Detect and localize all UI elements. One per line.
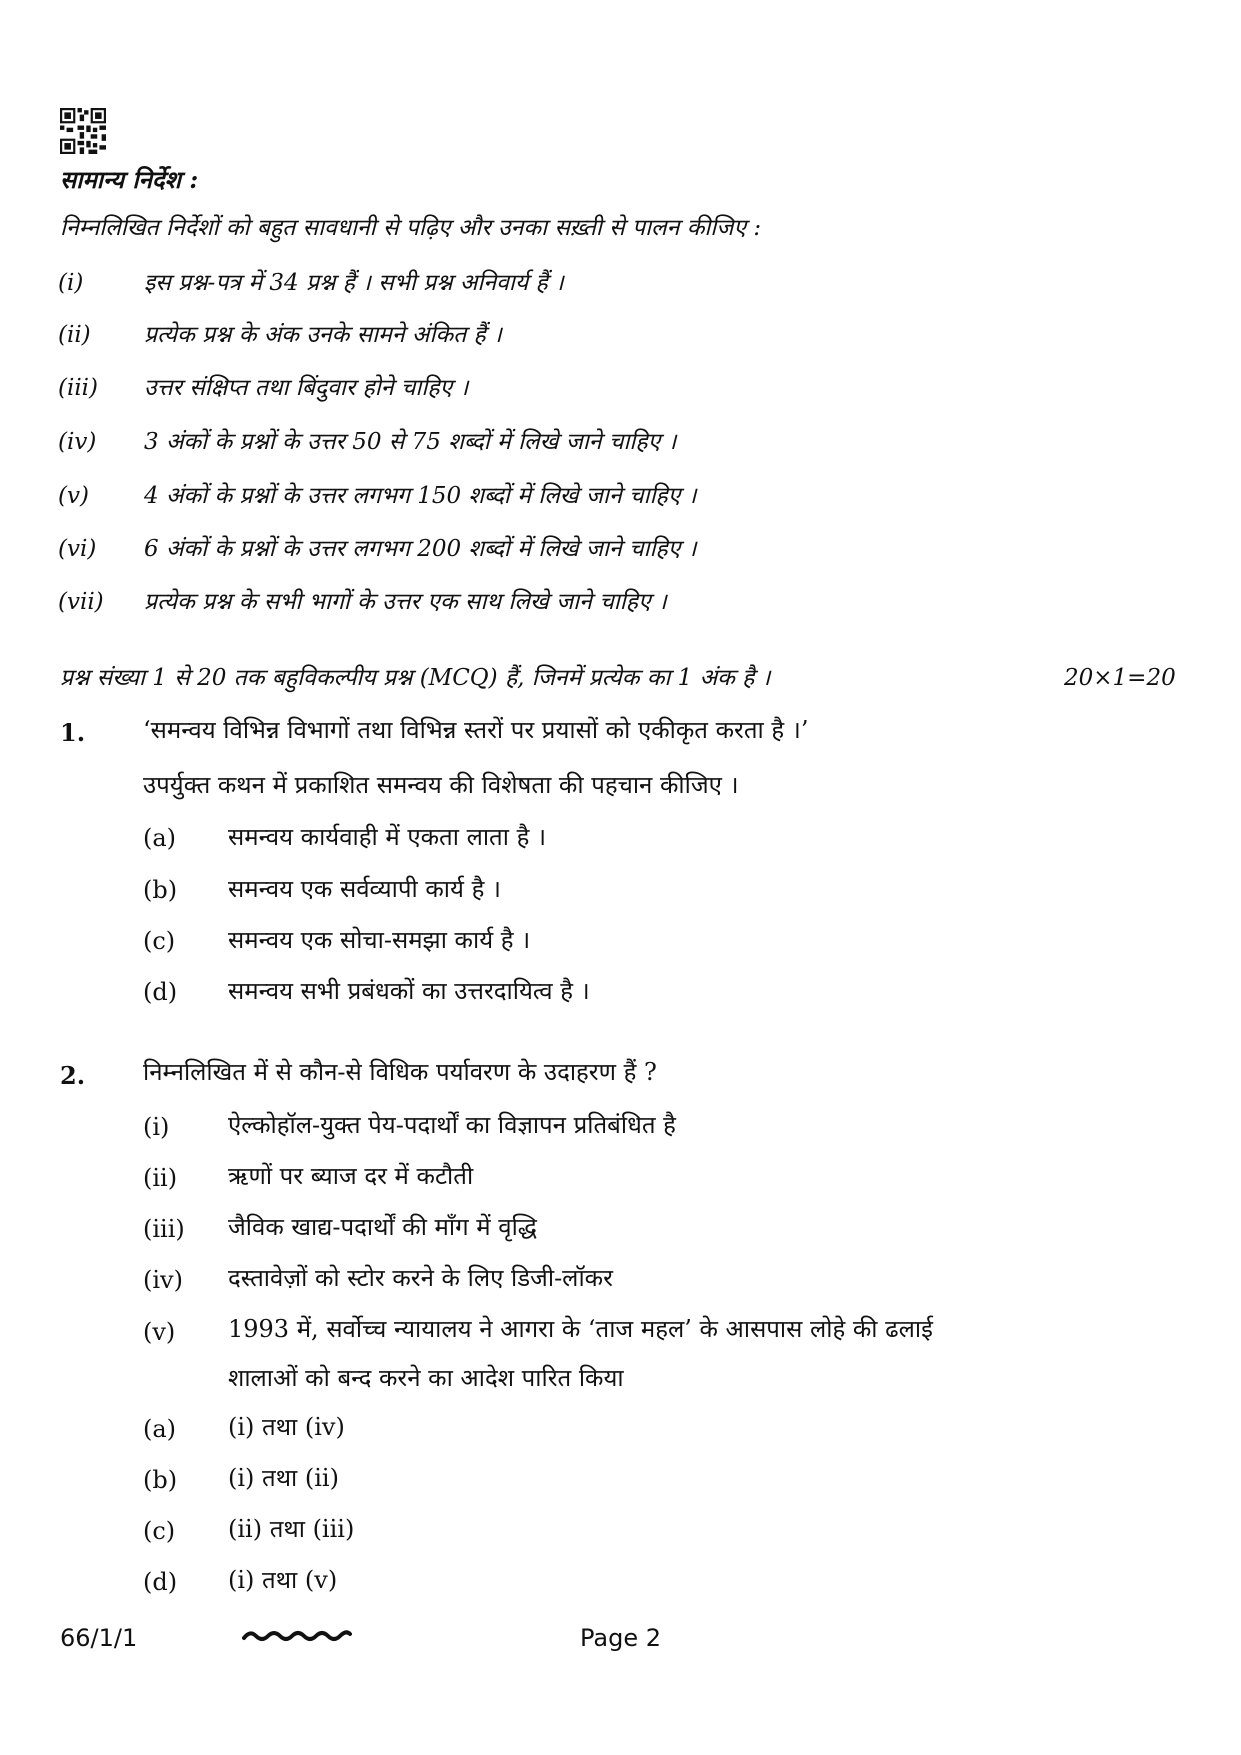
option-text: (i) तथा (iv) [228,1413,345,1441]
instruction-text: उत्तर संक्षिप्त तथा बिंदुवार होने चाहिए । [144,375,469,401]
statement-text: ऋणों पर ब्याज दर में कटौती [228,1162,474,1190]
question-number: 1. [60,718,86,747]
instruction-text: 3 अंकों के प्रश्नों के उत्तर 50 से 75 शब्दों में लिखे जाने चाहिए । [144,429,677,455]
option-text: समन्वय कार्यवाही में एकता लाता है । [228,823,547,851]
section-marks: 20×1=20 [1064,665,1176,691]
statement-label: (iv) [143,1266,183,1294]
question-number: 2. [60,1061,86,1090]
instruction-number: (v) [58,483,89,509]
question-text: निम्नलिखित में से कौन-से विधिक पर्यावरण के उदाहरण हैं ? [143,1058,657,1086]
option-label: (d) [143,1568,178,1596]
statement-text: दस्तावेज़ों को स्टोर करने के लिए डिजी-लॉकर [228,1264,613,1292]
option-label: (a) [143,1415,177,1443]
wave-ornament-icon [242,1622,352,1650]
qr-code [60,108,106,154]
statement-text-continued: शालाओं को बन्द करने का आदेश पारित किया [228,1364,624,1392]
instructions-intro: निम्नलिखित निर्देशों को बहुत सावधानी से पढ़िए और उनका सख़्ती से पालन कीजिए : [60,215,762,241]
option-label: (b) [143,876,178,904]
instruction-number: (ii) [58,322,91,348]
instruction-text: प्रत्येक प्रश्न के सभी भागों के उत्तर एक साथ लिखे जाने चाहिए । [144,589,667,615]
statement-label: (iii) [143,1215,185,1243]
instructions-title: सामान्य निर्देश : [60,165,199,194]
option-label: (a) [143,824,177,852]
option-text: समन्वय एक सोचा-समझा कार्य है । [228,926,531,954]
instruction-number: (iv) [58,429,97,455]
statement-label: (ii) [143,1164,178,1192]
option-text: समन्वय सभी प्रबंधकों का उत्तरदायित्व है । [228,977,590,1005]
instruction-text: इस प्रश्न-पत्र में 34 प्रश्न हैं । सभी प्रश्न अनिवार्य हैं । [144,270,564,296]
option-label: (b) [143,1466,178,1494]
paper-code: 66/1/1 [60,1624,138,1652]
option-label: (c) [143,1517,176,1545]
question-text: ‘समन्वय विभिन्न विभागों तथा विभिन्न स्तरों पर प्रयासों को एकीकृत करता है ।’ [143,716,809,744]
instruction-number: (vi) [58,536,97,562]
page-number: Page 2 [580,1624,661,1652]
instruction-text: प्रत्येक प्रश्न के अंक उनके सामने अंकित हैं । [144,322,502,348]
statement-text: जैविक खाद्य-पदार्थों की माँग में वृद्धि [228,1213,537,1241]
statement-text: ऐल्कोहॉल-युक्त पेय-पदार्थों का विज्ञापन प्रतिबंधित है [228,1111,676,1139]
option-label: (c) [143,927,176,955]
instruction-number: (vii) [58,589,104,615]
statement-label: (v) [143,1318,176,1346]
instruction-text: 6 अंकों के प्रश्नों के उत्तर लगभग 200 शब्दों में लिखे जाने चाहिए । [144,536,697,562]
option-text: (i) तथा (v) [228,1566,338,1594]
instruction-text: 4 अंकों के प्रश्नों के उत्तर लगभग 150 शब्दों में लिखे जाने चाहिए । [144,483,697,509]
option-text: (ii) तथा (iii) [228,1515,355,1543]
statement-text: 1993 में, सर्वोच्च न्यायालय ने आगरा के ‘ताज महल’ के आसपास लोहे की ढलाई [228,1315,933,1343]
statement-label: (i) [143,1113,170,1141]
question-text: उपर्युक्त कथन में प्रकाशित समन्वय की विशेषता की पहचान कीजिए । [143,771,739,799]
instruction-number: (i) [58,270,84,296]
section-note: प्रश्न संख्या 1 से 20 तक बहुविकल्पीय प्रश्न (MCQ) हैं, जिनमें प्रत्येक का 1 अंक है । [60,665,771,691]
instruction-number: (iii) [58,375,99,401]
option-text: (i) तथा (ii) [228,1464,339,1492]
option-label: (d) [143,978,178,1006]
option-text: समन्वय एक सर्वव्यापी कार्य है । [228,875,502,903]
